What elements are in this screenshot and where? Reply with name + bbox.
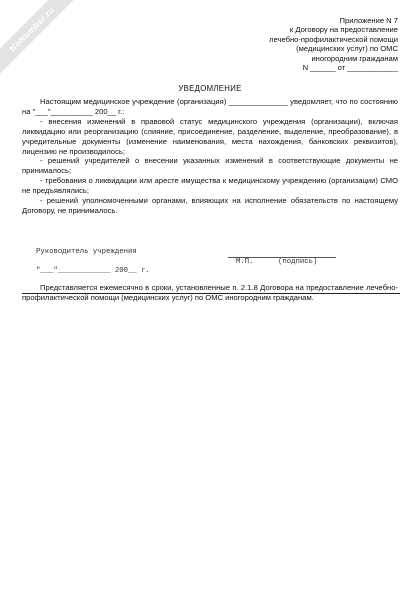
- item-liquidation-claims: - требования о ликвидации или аресте имущества к медицинскому учреждению (организации) СМО не предъявлялись;: [22, 176, 398, 196]
- head-label: Руководитель учреждения: [36, 248, 137, 256]
- bottom-rule: [22, 293, 400, 294]
- appendix-number: Приложение N 7: [339, 16, 398, 25]
- submission-note-text: Представляется ежемесячно в сроки, установленные п. 2.1.8 Договора на предоставление лечебно-профилактической помощи (медицинских услуг) по ОМС иногородним гражданам.: [22, 283, 398, 302]
- signature-label: (подпись): [278, 258, 318, 266]
- item-founders-decisions: - решений учредителей о внесении указанных изменений в соответствующие документы не принималось;: [22, 156, 398, 176]
- appendix-line-4: (медицинских услуг) по ОМС: [296, 44, 398, 54]
- notice-body: [22, 97, 398, 216]
- item-authority-decisions: - решений уполномоченными органами, влияющих на исполнение обязательств по настоящему Договору, не принималось.: [22, 196, 398, 215]
- appendix-line-5: иногородним гражданам: [311, 53, 398, 63]
- appendix-header: [208, 16, 398, 72]
- signature-date: "___"____________ 200__ г.: [36, 267, 150, 275]
- stamp-label: М.П.: [236, 258, 254, 266]
- item-legal-status: - внесения изменений в правовой статус медицинского учреждения (организации), включая ликвидацию или реорганизацию (слияние, присоединение, разделение, выделение, преобразование), в учредительные документы (изменение наименования, места нахождения, банковских реквизитов), лицензию не производилось;: [22, 116, 398, 156]
- appendix-line-2: к Договору на предоставление: [289, 25, 398, 35]
- watermark-ribbon: NoNumber.ru: [0, 0, 88, 85]
- appendix-line-3: лечебно-профилактической помощи: [269, 34, 398, 44]
- intro-paragraph: Настоящим медицинское учреждение (организация) ______________ уведомляет, что по состоянию на "___"__________ 200__ г.:: [22, 97, 398, 116]
- document-title: УВЕДОМЛЕНИЕ: [178, 84, 242, 93]
- appendix-ref-number: N ______ от ____________: [302, 63, 398, 73]
- signature-block: [22, 248, 398, 276]
